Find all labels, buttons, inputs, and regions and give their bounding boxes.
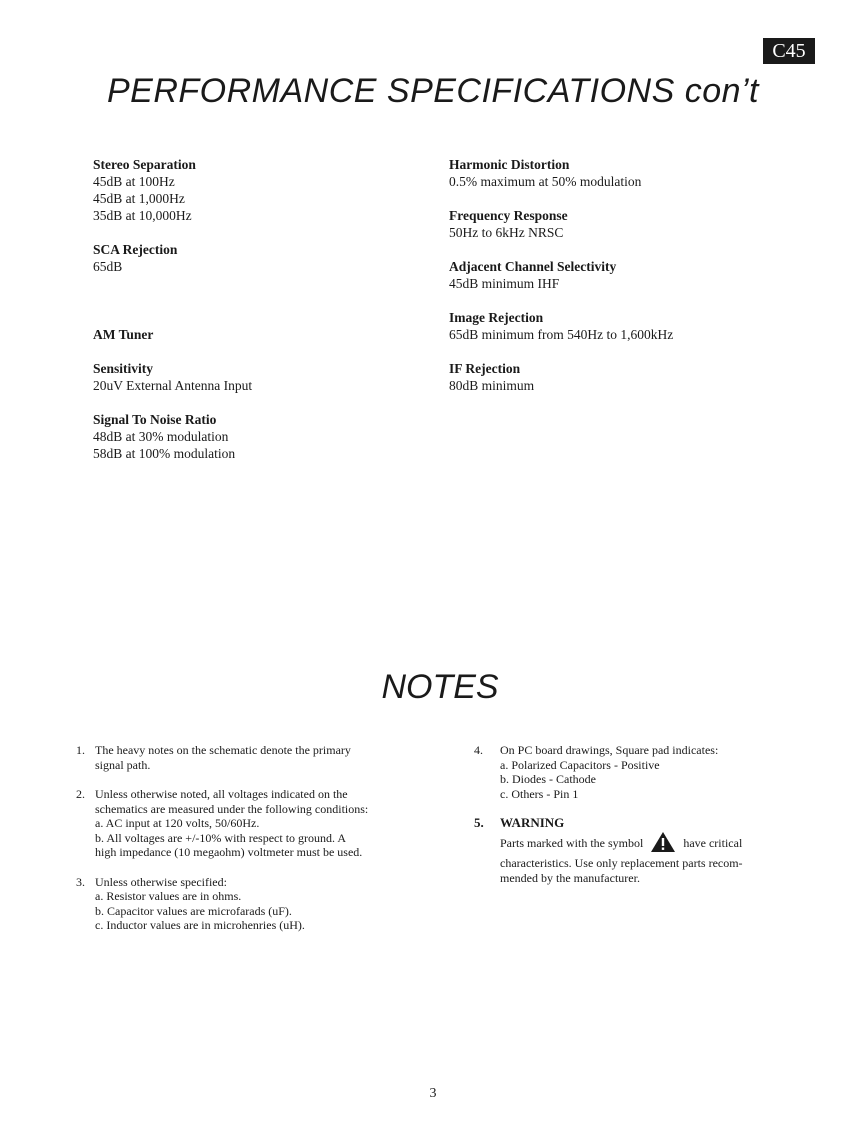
spec-signal-to-noise	[93, 411, 413, 462]
note-text: The heavy notes on the schematic denote the primary	[95, 743, 351, 757]
spec-value: 65dB minimum from 540Hz to 1,600kHz	[449, 327, 674, 342]
note-4	[474, 743, 774, 801]
page-number: 3	[429, 1086, 437, 1101]
specs-right-column	[449, 156, 809, 411]
spec-harmonic-distortion	[449, 156, 809, 190]
spec-heading: Sensitivity	[93, 361, 154, 376]
note-text: b. Capacitor values are microfarads (uF).	[95, 903, 292, 918]
note-number: 5.	[474, 815, 484, 830]
note-text: a. Polarized Capacitors - Positive	[500, 757, 660, 772]
notes-title: NOTES	[381, 668, 499, 706]
note-number: 2.	[76, 787, 85, 801]
note-text: On PC board drawings, Square pad indicates:	[500, 743, 719, 757]
model-badge: C45	[763, 38, 815, 64]
spec-heading: Harmonic Distortion	[449, 157, 570, 172]
note-text: high impedance (10 megaohm) voltmeter must be used.	[95, 845, 363, 859]
spec-value: 48dB at 30% modulation	[93, 429, 229, 444]
spec-value: 80dB minimum	[449, 378, 535, 393]
note-text: a. Resistor values are in ohms.	[95, 889, 242, 903]
note-text: c. Inductor values are in microhenries (uH).	[95, 918, 305, 932]
note-text	[500, 831, 774, 857]
note-text: Unless otherwise specified:	[95, 874, 227, 889]
spec-heading: SCA Rejection	[93, 242, 178, 257]
spec-heading: Frequency Response	[449, 208, 568, 223]
note-text: c. Others - Pin 1	[500, 786, 579, 801]
spec-value: 45dB at 1,000Hz	[93, 191, 185, 206]
spec-value: 58dB at 100% modulation	[93, 446, 236, 461]
spec-am-tuner	[93, 326, 413, 343]
warning-triangle-icon	[650, 831, 676, 857]
note-text: b. Diodes - Cathode	[500, 772, 596, 786]
note-text: mended by the manufacturer.	[500, 870, 640, 885]
notes-left-column	[76, 743, 406, 948]
spec-heading: Image Rejection	[449, 310, 544, 325]
warning-heading: WARNING	[500, 815, 565, 830]
note-text: characteristics. Use only replacement parts recom-	[500, 856, 743, 870]
spec-sca-rejection	[93, 241, 413, 275]
warning-text-after: have critical	[683, 835, 743, 850]
notes-right-column	[474, 743, 774, 900]
spec-value: 20uV External Antenna Input	[93, 378, 253, 393]
note-5-warning	[474, 816, 774, 885]
note-text: a. AC input at 120 volts, 50/60Hz.	[95, 816, 260, 830]
note-3	[76, 875, 406, 933]
spec-stereo-separation	[93, 156, 413, 224]
spec-if-rejection	[449, 360, 809, 394]
spacer	[93, 292, 413, 326]
spec-value: 65dB	[93, 259, 123, 274]
section-heading-am-tuner: AM Tuner	[93, 327, 154, 342]
spec-value: 45dB minimum IHF	[449, 276, 560, 291]
spec-adjacent-channel-selectivity	[449, 258, 809, 292]
spec-value: 35dB at 10,000Hz	[93, 208, 192, 223]
spec-frequency-response	[449, 207, 809, 241]
note-text: signal path.	[95, 757, 151, 772]
note-number: 4.	[474, 743, 483, 757]
spec-heading: IF Rejection	[449, 361, 521, 376]
note-1	[76, 743, 406, 772]
warning-text-before: Parts marked with the symbol	[500, 835, 644, 850]
spec-value: 0.5% maximum at 50% modulation	[449, 174, 642, 189]
spec-heading: Stereo Separation	[93, 157, 196, 172]
note-text: b. All voltages are +/-10% with respect to ground. A	[95, 830, 347, 845]
spec-image-rejection	[449, 309, 809, 343]
note-text: schematics are measured under the following conditions:	[95, 801, 369, 816]
spec-heading: Adjacent Channel Selectivity	[449, 259, 617, 274]
note-text: Unless otherwise noted, all voltages indicated on the	[95, 787, 348, 801]
note-2	[76, 787, 406, 860]
page-title: PERFORMANCE SPECIFICATIONS con’t	[106, 72, 760, 110]
spec-heading: Signal To Noise Ratio	[93, 412, 217, 427]
note-number: 3.	[76, 874, 85, 889]
spec-sensitivity	[93, 360, 413, 394]
spec-value: 45dB at 100Hz	[93, 174, 175, 189]
specs-left-column	[93, 156, 413, 479]
spec-value: 50Hz to 6kHz NRSC	[449, 225, 564, 240]
note-number: 1.	[76, 743, 85, 757]
